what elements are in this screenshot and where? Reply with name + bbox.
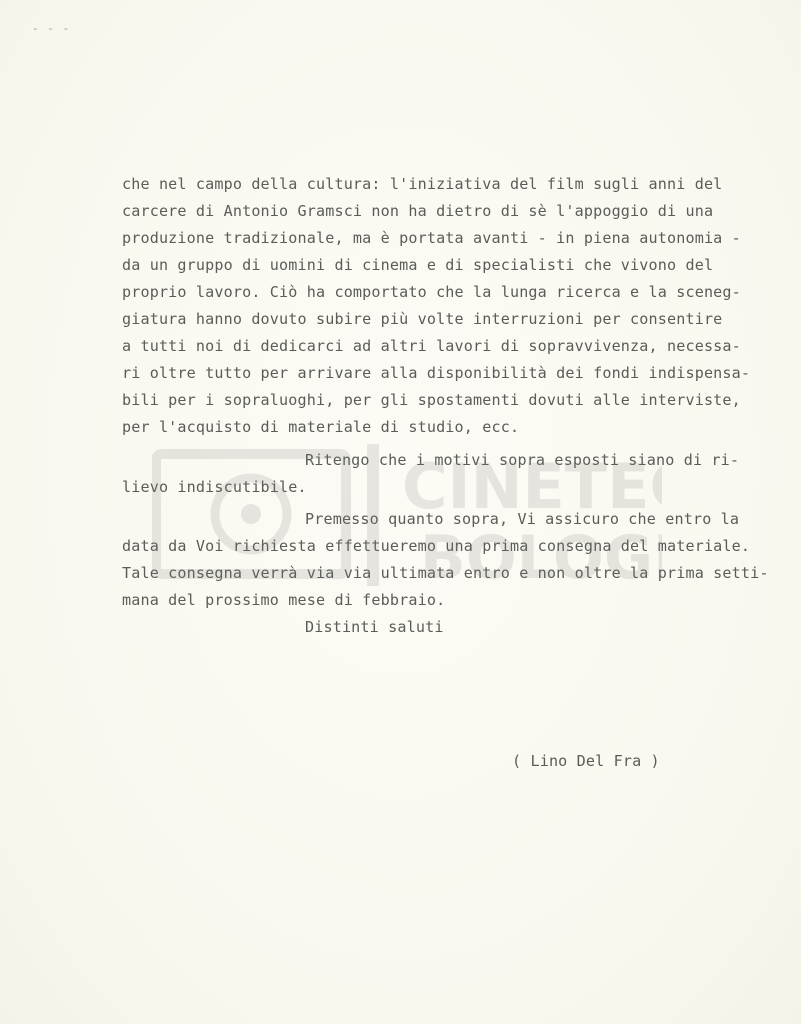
letter-line: Tale consegna verrà via via ultimata entro e non oltre la prima setti-: [122, 564, 769, 582]
letter-line: giatura hanno dovuto subire più volte interruzioni per consentire: [122, 310, 723, 328]
corner-mark: - - -: [32, 22, 71, 35]
letter-line: per l'acquisto di materiale di studio, ecc.: [122, 418, 520, 436]
watermark-text-line2: BOLOG: [420, 523, 654, 590]
letter-line: lievo indiscutibile.: [122, 478, 307, 496]
letter-line: ri oltre tutto per arrivare alla disponibilità dei fondi indispensa-: [122, 364, 751, 382]
closing-salutation: Distinti saluti: [305, 618, 444, 636]
letter-line: Premesso quanto sopra, Vi assicuro che entro la: [305, 510, 740, 528]
signature: ( Lino Del Fra ): [512, 752, 660, 770]
letter-line: che nel campo della cultura: l'iniziativa del film sugli anni del: [122, 175, 723, 193]
letter-line: bili per i sopraluoghi, per gli spostamenti dovuti alle interviste,: [122, 391, 741, 409]
letter-line: produzione tradizionale, ma è portata avanti - in piena autonomia -: [122, 229, 741, 247]
letter-line: proprio lavoro. Ciò ha comportato che la lunga ricerca e la sceneg-: [122, 283, 741, 301]
letter-line: data da Voi richiesta effettueremo una prima consegna del materiale.: [122, 537, 751, 555]
letter-line: da un gruppo di uomini di cinema e di specialisti che vivono del: [122, 256, 714, 274]
letter-line: mana del prossimo mese di febbraio.: [122, 591, 446, 609]
letter-line: carcere di Antonio Gramsci non ha dietro di sè l'appoggio di una: [122, 202, 714, 220]
letter-line: a tutti noi di dedicarci ad altri lavori di sopravvivenza, necessa-: [122, 337, 741, 355]
watermark-text-line1: CINETE: [402, 450, 650, 523]
letter-line: Ritengo che i motivi sopra esposti siano di ri-: [305, 451, 740, 469]
